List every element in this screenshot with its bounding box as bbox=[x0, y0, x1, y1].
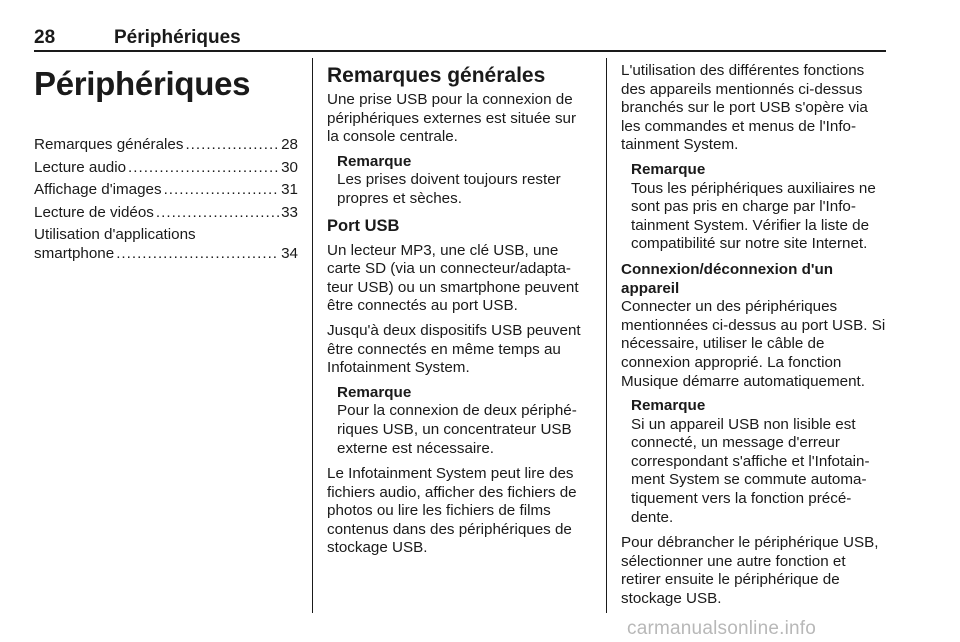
paragraph: Le Infotainment System peut lire des fichiers audio, afficher des fichiers de photos ou lire les fichiers de films contenus dans des périphériques de stockage USB. bbox=[327, 465, 577, 557]
toc-leader bbox=[116, 245, 279, 264]
toc-page: 34 bbox=[281, 244, 298, 262]
note-body: Les prises doivent toujours rester propres et sèches. bbox=[337, 171, 561, 207]
toc-leader bbox=[128, 159, 279, 178]
column-divider-1 bbox=[312, 58, 313, 613]
toc-page: 28 bbox=[281, 136, 298, 153]
toc-item-smartphone[interactable] bbox=[34, 226, 298, 263]
chapter-title: Périphériques bbox=[34, 65, 251, 102]
section-heading: Remarques générales bbox=[327, 64, 546, 87]
note-title: Remarque bbox=[631, 160, 706, 178]
paragraph: Une prise USB pour la connexion de périphériques externes est située sur la console centrale. bbox=[327, 91, 577, 146]
watermark: carmanualsonline.info bbox=[627, 618, 817, 639]
page-header bbox=[34, 27, 886, 53]
note-title: Remarque bbox=[631, 397, 706, 415]
column-3 bbox=[621, 62, 887, 615]
subsection-heading: Connexion/déconnexion d'un appareil bbox=[621, 260, 834, 297]
note-body: Si un appareil USB non lisible est connecté, un message d'erreur correspondant s'affiche et l'Infotainment System se commute automatiquement vers la fonction précédente. bbox=[631, 415, 870, 526]
toc-label: Affichage d'images bbox=[34, 181, 162, 199]
toc-label-line1: Utilisation d'applications bbox=[34, 226, 196, 244]
toc-item-lecture-audio[interactable] bbox=[34, 159, 298, 178]
table-of-contents bbox=[34, 136, 298, 264]
toc-item-lecture-videos[interactable] bbox=[34, 204, 298, 223]
toc-page: 31 bbox=[281, 181, 298, 199]
column-divider-2 bbox=[606, 58, 607, 613]
paragraph: Jusqu'à deux dispositifs USB peuvent être connectés en même temps au Infotainment System. bbox=[327, 321, 581, 377]
toc-label: Lecture de vidéos bbox=[34, 203, 154, 221]
toc-label: smartphone bbox=[34, 244, 115, 262]
paragraph: Un lecteur MP3, une clé USB, une carte SD (via un connecteur/adaptateur USB) ou un smartphone peuvent être connectés au port USB. bbox=[327, 241, 579, 315]
note-title: Remarque bbox=[337, 152, 412, 170]
toc-page: 33 bbox=[281, 203, 298, 221]
toc-item-affichage-images[interactable] bbox=[34, 181, 298, 200]
note-body: Pour la connexion de deux périphériques USB, un concentrateur USB externe est nécessaire. bbox=[337, 402, 577, 457]
page-number: 28 bbox=[34, 27, 56, 48]
paragraph: Pour débrancher le périphérique USB, sélectionner une autre fonction et retirer ensuite le périphérique de stockage USB. bbox=[621, 534, 879, 608]
toc-leader bbox=[156, 204, 279, 223]
note-title: Remarque bbox=[337, 383, 412, 401]
toc-page: 30 bbox=[281, 158, 298, 176]
paragraph: L'utilisation des différentes fonctions des appareils mentionnés ci-dessus branchés sur le port USB s'opère via les commandes et menus de l'Infotainment System. bbox=[621, 62, 868, 154]
header-rule bbox=[34, 50, 886, 52]
column-1 bbox=[34, 62, 298, 268]
note-block bbox=[327, 384, 591, 458]
subsection-heading: Port USB bbox=[327, 216, 400, 235]
note-block bbox=[621, 397, 887, 527]
toc-label: Remarques générales bbox=[34, 136, 184, 153]
note-block bbox=[621, 161, 887, 254]
header-title: Périphériques bbox=[114, 27, 241, 48]
toc-label: Lecture audio bbox=[34, 158, 127, 176]
toc-leader bbox=[164, 181, 280, 200]
toc-leader bbox=[185, 136, 279, 155]
column-2 bbox=[327, 62, 591, 564]
note-block bbox=[327, 153, 591, 209]
toc-item-remarques[interactable] bbox=[34, 136, 298, 155]
paragraph: Connecter un des périphériques mentionnées ci-dessus au port USB. Si nécessaire, utiliser le câble de connexion approprié. La fonction Musique démarre automatiquement. bbox=[621, 298, 886, 390]
note-body: Tous les périphériques auxiliaires ne sont pas pris en charge par l'Infotainment System. Vérifier la liste de compatibilité sur notre site Internet. bbox=[631, 179, 876, 253]
